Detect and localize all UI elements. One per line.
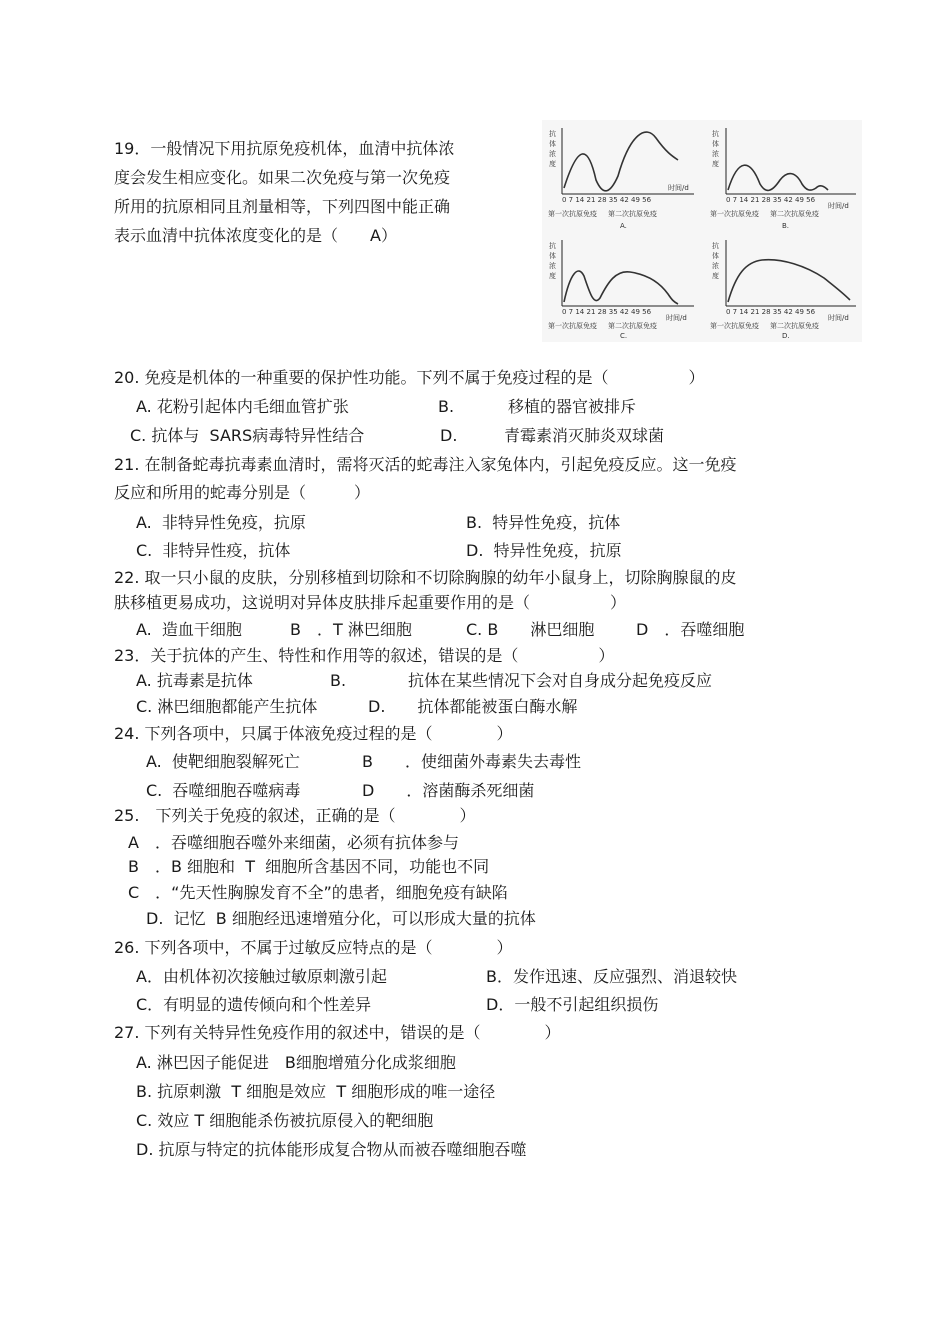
svg-text:浓: 浓	[549, 262, 556, 270]
q26-stem: 26. 下列各项中，不属于过敏反应特点的是（ ）	[114, 938, 513, 957]
q27-option-c: C. 效应 T 细胞能杀伤被抗原侵入的靶细胞	[136, 1111, 434, 1130]
q20-option-a: A. 花粉引起体内毛细血管扩张	[136, 397, 349, 416]
q23-option-b-letter: B.	[330, 671, 347, 690]
q26-option-b: B．发作迅速、反应强烈、消退较快	[486, 967, 737, 986]
ticks-c: 0 7 14 21 28 35 42 49 56	[562, 308, 652, 316]
svg-text:体: 体	[712, 140, 719, 148]
q22-stem-1: 22. 取一只小鼠的皮肤，分别移植到切除和不切除胸腺的幼年小鼠身上，切除胸腺鼠的皮	[114, 568, 737, 587]
q27-stem: 27. 下列有关特异性免疫作用的叙述中，错误的是（ ）	[114, 1023, 561, 1042]
ticks-b: 0 7 14 21 28 35 42 49 56	[726, 196, 816, 204]
q26-option-d: D．一般不引起组织损伤	[486, 995, 659, 1014]
q24-option-b: B ．使细菌外毒素失去毒性	[362, 752, 581, 771]
xlabel-a: 时间/d	[668, 184, 689, 192]
q25-stem: 25. 下列关于免疫的叙述，正确的是（ ）	[114, 806, 476, 825]
q22-option-a: A. 造血干细胞	[136, 620, 242, 639]
q26-option-c: C．有明显的遗传倾向和个性差异	[136, 995, 372, 1014]
first-label-c: 第一次抗原免疫	[548, 322, 597, 330]
panel-label-d: D.	[782, 332, 790, 340]
q21-stem-1: 21. 在制备蛇毒抗毒素血清时，需将灭活的蛇毒注入家兔体内，引起免疫反应。这一免疫	[114, 455, 737, 474]
second-label-c: 第二次抗原免疫	[608, 322, 657, 330]
q19-line-1: 19．一般情况下用抗原免疫机体，血清中抗体浓	[114, 139, 455, 158]
svg-text:度: 度	[712, 160, 719, 168]
svg-text:体: 体	[549, 140, 556, 148]
svg-text:体: 体	[549, 252, 556, 260]
q25-option-b: B ．B 细胞和 T 细胞所含基因不同，功能也不同	[128, 857, 490, 876]
xlabel-c: 时间/d	[666, 314, 687, 322]
q19-figure-svg	[542, 120, 862, 342]
q23-option-a: A. 抗毒素是抗体	[136, 671, 253, 690]
q21-option-c: C. 非特异性疫，抗体	[136, 541, 291, 560]
q19-figure	[542, 120, 862, 342]
q27-option-a: A. 淋巴因子能促进 B细胞增殖分化成浆细胞	[136, 1053, 456, 1072]
xlabel-d: 时间/d	[828, 314, 849, 322]
q21-option-d: D. 特异性免疫，抗原	[466, 541, 622, 560]
ticks-a: 0 7 14 21 28 35 42 49 56	[562, 196, 652, 204]
q24-stem: 24. 下列各项中，只属于体液免疫过程的是（ ）	[114, 724, 513, 743]
q24-option-c: C. 吞噬细胞吞噬病毒	[146, 781, 301, 800]
q23-option-d: D. 抗体都能被蛋白酶水解	[368, 697, 578, 716]
second-label-a: 第二次抗原免疫	[608, 210, 657, 218]
q22-stem-2: 肤移植更易成功，这说明对异体皮肤排斥起重要作用的是（ ）	[114, 593, 627, 612]
q21-option-b: B. 特异性免疫，抗体	[466, 513, 621, 532]
panel-label-a: A.	[620, 222, 627, 230]
q22-option-b: B ．T 淋巴细胞	[290, 620, 412, 639]
ylabel-a: 抗	[549, 130, 556, 138]
svg-text:浓: 浓	[712, 150, 719, 158]
q25-option-a: A ．吞噬细胞吞噬外来细菌，必须有抗体参与	[128, 833, 459, 852]
q22-option-d: D ．吞噬细胞	[636, 620, 745, 639]
q22-option-c: C. B 淋巴细胞	[466, 620, 595, 639]
q24-option-a: A. 使靶细胞裂解死亡	[146, 752, 300, 771]
q23-option-b: 抗体在某些情况下会对自身成分起免疫反应	[408, 671, 713, 690]
svg-text:度: 度	[712, 272, 719, 280]
q20-option-d: 青霉素消灭肺炎双球菌	[504, 426, 665, 445]
q23-option-c: C. 淋巴细胞都能产生抗体	[136, 697, 318, 716]
q19-line-4: 表示血清中抗体浓度变化的是（ A）	[114, 226, 397, 245]
q19-line-3: 所用的抗原相同且剂量相等，下列四图中能正确	[114, 197, 451, 216]
q20-option-c: C. 抗体与 SARS病毒特异性结合	[130, 426, 365, 445]
q27-option-b: B. 抗原刺激 T 细胞是效应 T 细胞形成的唯一途径	[136, 1082, 496, 1101]
ticks-d: 0 7 14 21 28 35 42 49 56	[726, 308, 816, 316]
q20-option-b: 移植的器官被排斥	[508, 397, 637, 416]
first-label-d: 第一次抗原免疫	[710, 322, 759, 330]
q25-option-d: D. 记忆 B 细胞经迅速增殖分化，可以形成大量的抗体	[146, 909, 536, 928]
first-label-a: 第一次抗原免疫	[548, 210, 597, 218]
q23-stem: 23．关于抗体的产生、特性和作用等的叙述，错误的是（ ）	[114, 646, 615, 665]
q20-option-b-letter: B.	[438, 397, 455, 416]
panel-label-b: B.	[782, 222, 790, 230]
second-label-d: 第二次抗原免疫	[770, 322, 819, 330]
q20-option-d-letter: D.	[440, 426, 458, 445]
q21-stem-2: 反应和所用的蛇毒分别是（ ）	[114, 483, 371, 502]
q25-option-c: C ．“先天性胸腺发育不全”的患者，细胞免疫有缺陷	[128, 883, 508, 902]
svg-text:度: 度	[549, 272, 556, 280]
q21-option-a: A. 非特异性免疫，抗原	[136, 513, 306, 532]
svg-text:抗: 抗	[549, 242, 556, 250]
q26-option-a: A．由机体初次接触过敏原刺激引起	[136, 967, 387, 986]
svg-text:体: 体	[712, 252, 719, 260]
panel-label-c: C.	[620, 332, 628, 340]
xlabel-b: 时间/d	[828, 202, 849, 210]
q19-line-2: 度会发生相应变化。如果二次免疫与第一次免疫	[114, 168, 451, 187]
second-label-b: 第二次抗原免疫	[770, 210, 819, 218]
q27-option-d: D. 抗原与特定的抗体能形成复合物从而被吞噬细胞吞噬	[136, 1140, 527, 1159]
svg-text:度: 度	[549, 160, 556, 168]
q20-stem: 20. 免疫是机体的一种重要的保护性功能。下列不属于免疫过程的是（ ）	[114, 368, 705, 387]
svg-text:抗: 抗	[712, 242, 719, 250]
svg-text:浓: 浓	[712, 262, 719, 270]
q24-option-d: D ．溶菌酶杀死细菌	[362, 781, 535, 800]
svg-text:抗: 抗	[712, 130, 719, 138]
first-label-b: 第一次抗原免疫	[710, 210, 759, 218]
svg-text:浓: 浓	[549, 150, 556, 158]
